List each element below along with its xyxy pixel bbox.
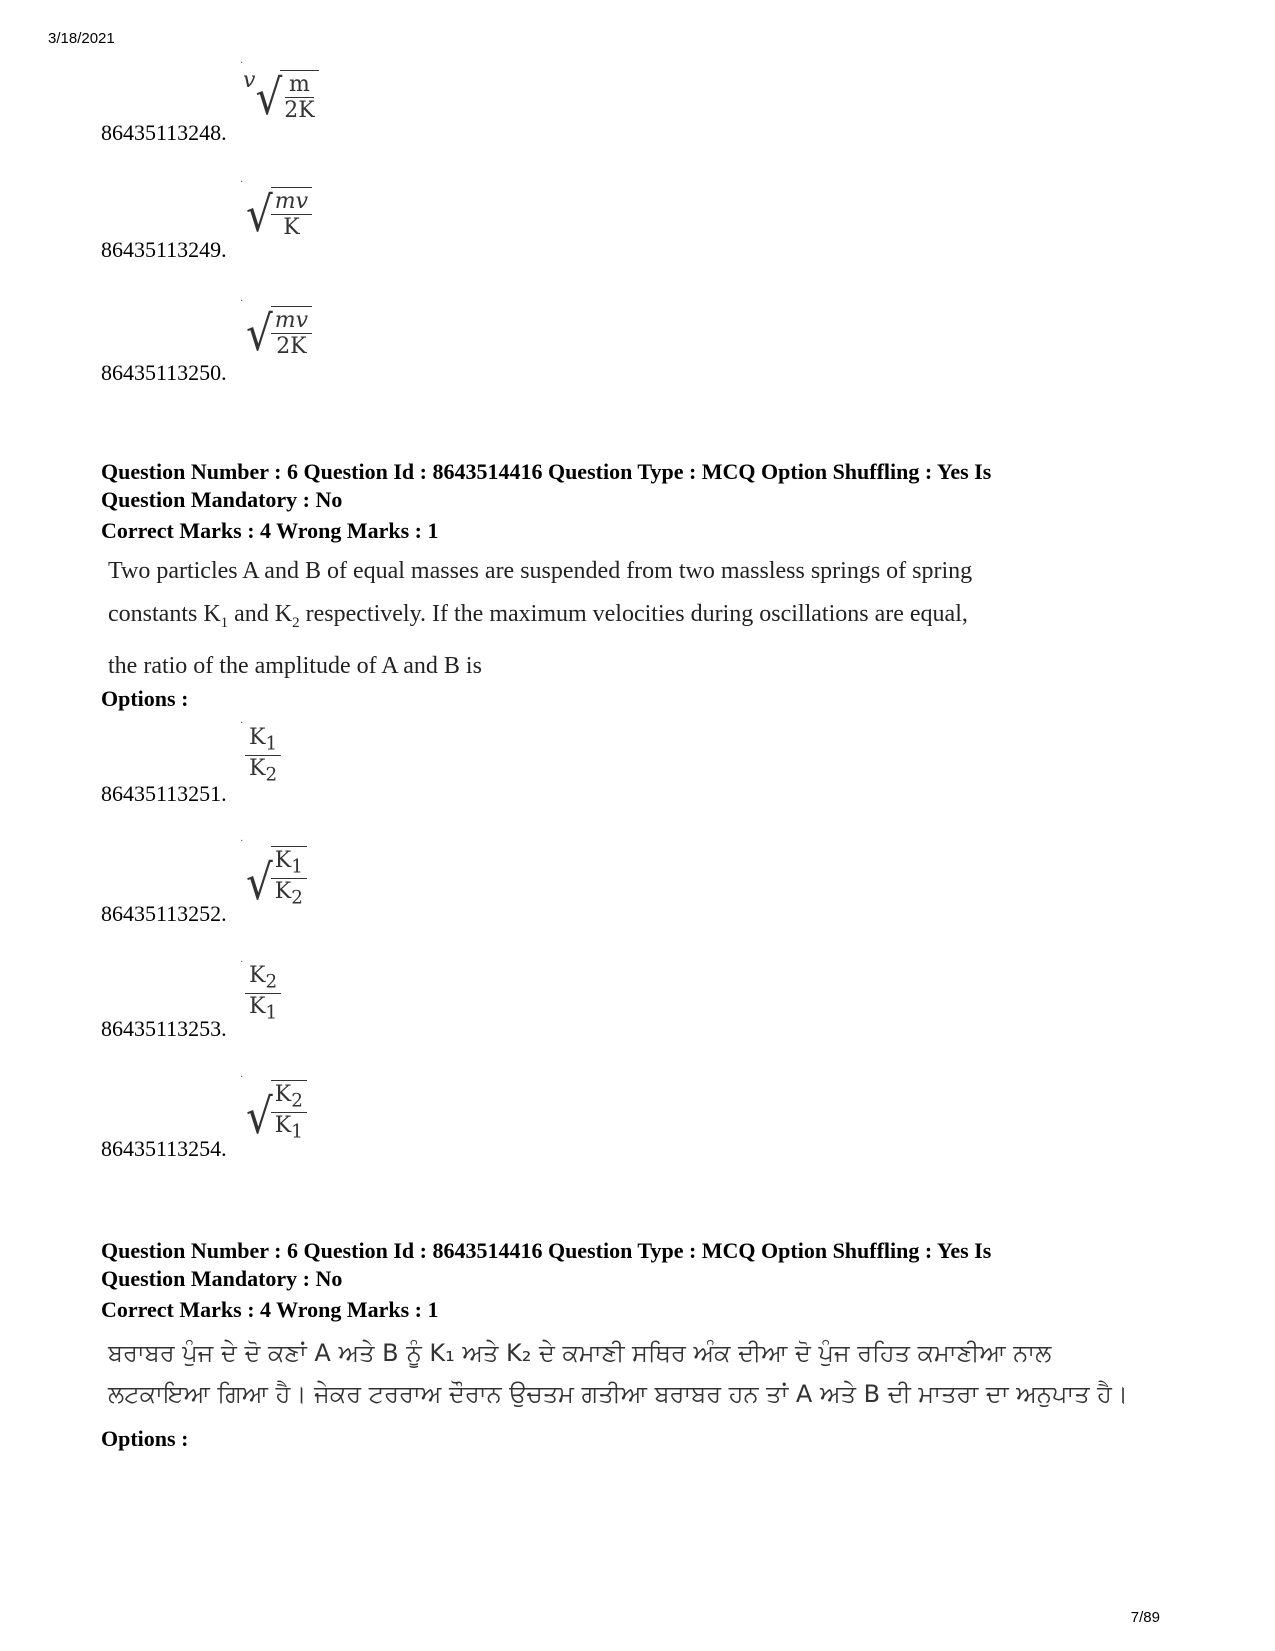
- k-base: K: [249, 993, 266, 1019]
- option-marker: ·: [240, 58, 244, 69]
- option-formula: [246, 186, 312, 243]
- question-header: [101, 458, 1161, 514]
- fraction-numerator: m: [285, 73, 314, 98]
- option-id: 86435113253.: [101, 1016, 227, 1041]
- question-marks-pa: Correct Marks : 4 Wrong Marks : 1: [101, 1297, 439, 1322]
- k-sub: 2: [265, 764, 278, 786]
- question-marks: Correct Marks : 4 Wrong Marks : 1: [101, 518, 439, 543]
- question-text: [108, 550, 1188, 688]
- fraction-numerator: mv: [271, 309, 312, 334]
- option-marker: ·: [240, 718, 244, 729]
- k-sub: 2: [291, 1090, 303, 1112]
- option-id: 86435113249.: [101, 237, 227, 262]
- option-formula: [246, 846, 307, 911]
- k-base: K: [249, 963, 266, 988]
- question-text-line3: the ratio of the amplitude of A and B is: [108, 652, 482, 679]
- k-sub: 1: [291, 856, 303, 878]
- question-header-line2: Question Mandatory : No: [101, 1266, 343, 1291]
- page-number: 7/89: [1130, 1609, 1160, 1626]
- option-marker: ·: [240, 177, 244, 188]
- options-label-pa: Options :: [101, 1426, 189, 1451]
- option-id: 86435113251.: [101, 781, 227, 806]
- question-header-line1: Question Number : 6 Question Id : 8643514416 Question Type : MCQ Option Shuffling : Yes Is: [101, 1238, 992, 1263]
- option-id: 86435113250.: [101, 360, 227, 385]
- k-sub: 2: [291, 887, 303, 909]
- print-date: 3/18/2021: [48, 30, 115, 47]
- k-base: K: [274, 1082, 292, 1107]
- k-base: K: [249, 725, 266, 750]
- text-span: constants K: [108, 601, 221, 627]
- sqrt-icon: √: [246, 305, 273, 362]
- question-text-line1: Two particles A and B of equal masses are suspended from two massless springs of spring: [108, 558, 973, 584]
- option-marker: ·: [240, 1072, 244, 1083]
- option-marker: ·: [240, 296, 244, 307]
- sqrt-icon: √: [246, 1088, 273, 1145]
- fraction-denominator: 2K: [284, 97, 315, 123]
- option-marker: ·: [240, 957, 244, 968]
- sqrt-icon: √: [246, 186, 273, 243]
- option-marker: ·: [240, 836, 244, 847]
- k-base: K: [274, 1112, 292, 1138]
- question-text-line2: [108, 593, 1188, 645]
- sqrt-icon: √: [246, 854, 273, 911]
- options-label: Options :: [101, 686, 189, 711]
- question-text-pa: [108, 1333, 1198, 1415]
- subscript: 2: [292, 614, 300, 631]
- option-formula: [245, 726, 281, 784]
- k-base: K: [249, 755, 266, 781]
- sqrt-icon: √: [255, 69, 283, 126]
- fraction-denominator: 2K: [276, 334, 307, 360]
- text-span: respectively. If the maximum velocities during oscillations are equal,: [299, 601, 968, 627]
- subscript: 1: [220, 614, 229, 631]
- option-formula: [246, 1080, 307, 1145]
- fraction-denominator: K: [283, 215, 300, 241]
- k-sub: 1: [291, 1121, 303, 1143]
- option-id: 86435113252.: [101, 901, 227, 926]
- k-sub: 1: [265, 1002, 278, 1024]
- k-sub: 1: [265, 733, 278, 755]
- option-formula: [245, 964, 281, 1022]
- question-header-line1: Question Number : 6 Question Id : 8643514416 Question Type : MCQ Option Shuffling : Yes Is: [101, 459, 992, 484]
- option-id: 86435113248.: [101, 120, 227, 145]
- k-base: K: [274, 848, 292, 873]
- formula-v: v: [243, 68, 256, 93]
- text-span: and K: [228, 601, 293, 627]
- option-id: 86435113254.: [101, 1136, 227, 1161]
- option-formula: [246, 305, 312, 362]
- k-sub: 2: [265, 971, 278, 993]
- question-header-line2: Question Mandatory : No: [101, 487, 343, 512]
- fraction-numerator: mv: [271, 190, 312, 215]
- question-header-pa: [101, 1237, 1161, 1293]
- question-text-pa-line1: ਬਰਾਬਰ ਪੁੰਜ ਦੇ ਦੋ ਕਣਾਂ A ਅਤੇ B ਨੂੰ K₁ ਅਤੇ K₂ ਦੇ ਕਮਾਣੀ ਸਥਿਰ ਅੰਕ ਦੀਆ ਦੋ ਪੁੰਜ ਰਹਿਤ ਕਮਾਣੀਆ ਨਾਲ: [108, 1339, 1052, 1367]
- question-text-pa-line2: ਲਟਕਾਇਆ ਗਿਆ ਹੈ। ਜੇਕਰ ਟਰਰਾਅ ਦੌਰਾਨ ਉਚਤਮ ਗਤੀਆ ਬਰਾਬਰ ਹਨ ਤਾਂ A ਅਤੇ B ਦੀ ਮਾਤਰਾ ਦਾ ਅਨੁਪਾਤ ਹੈ।: [108, 1380, 1129, 1408]
- option-formula: [243, 68, 319, 126]
- k-base: K: [274, 878, 292, 904]
